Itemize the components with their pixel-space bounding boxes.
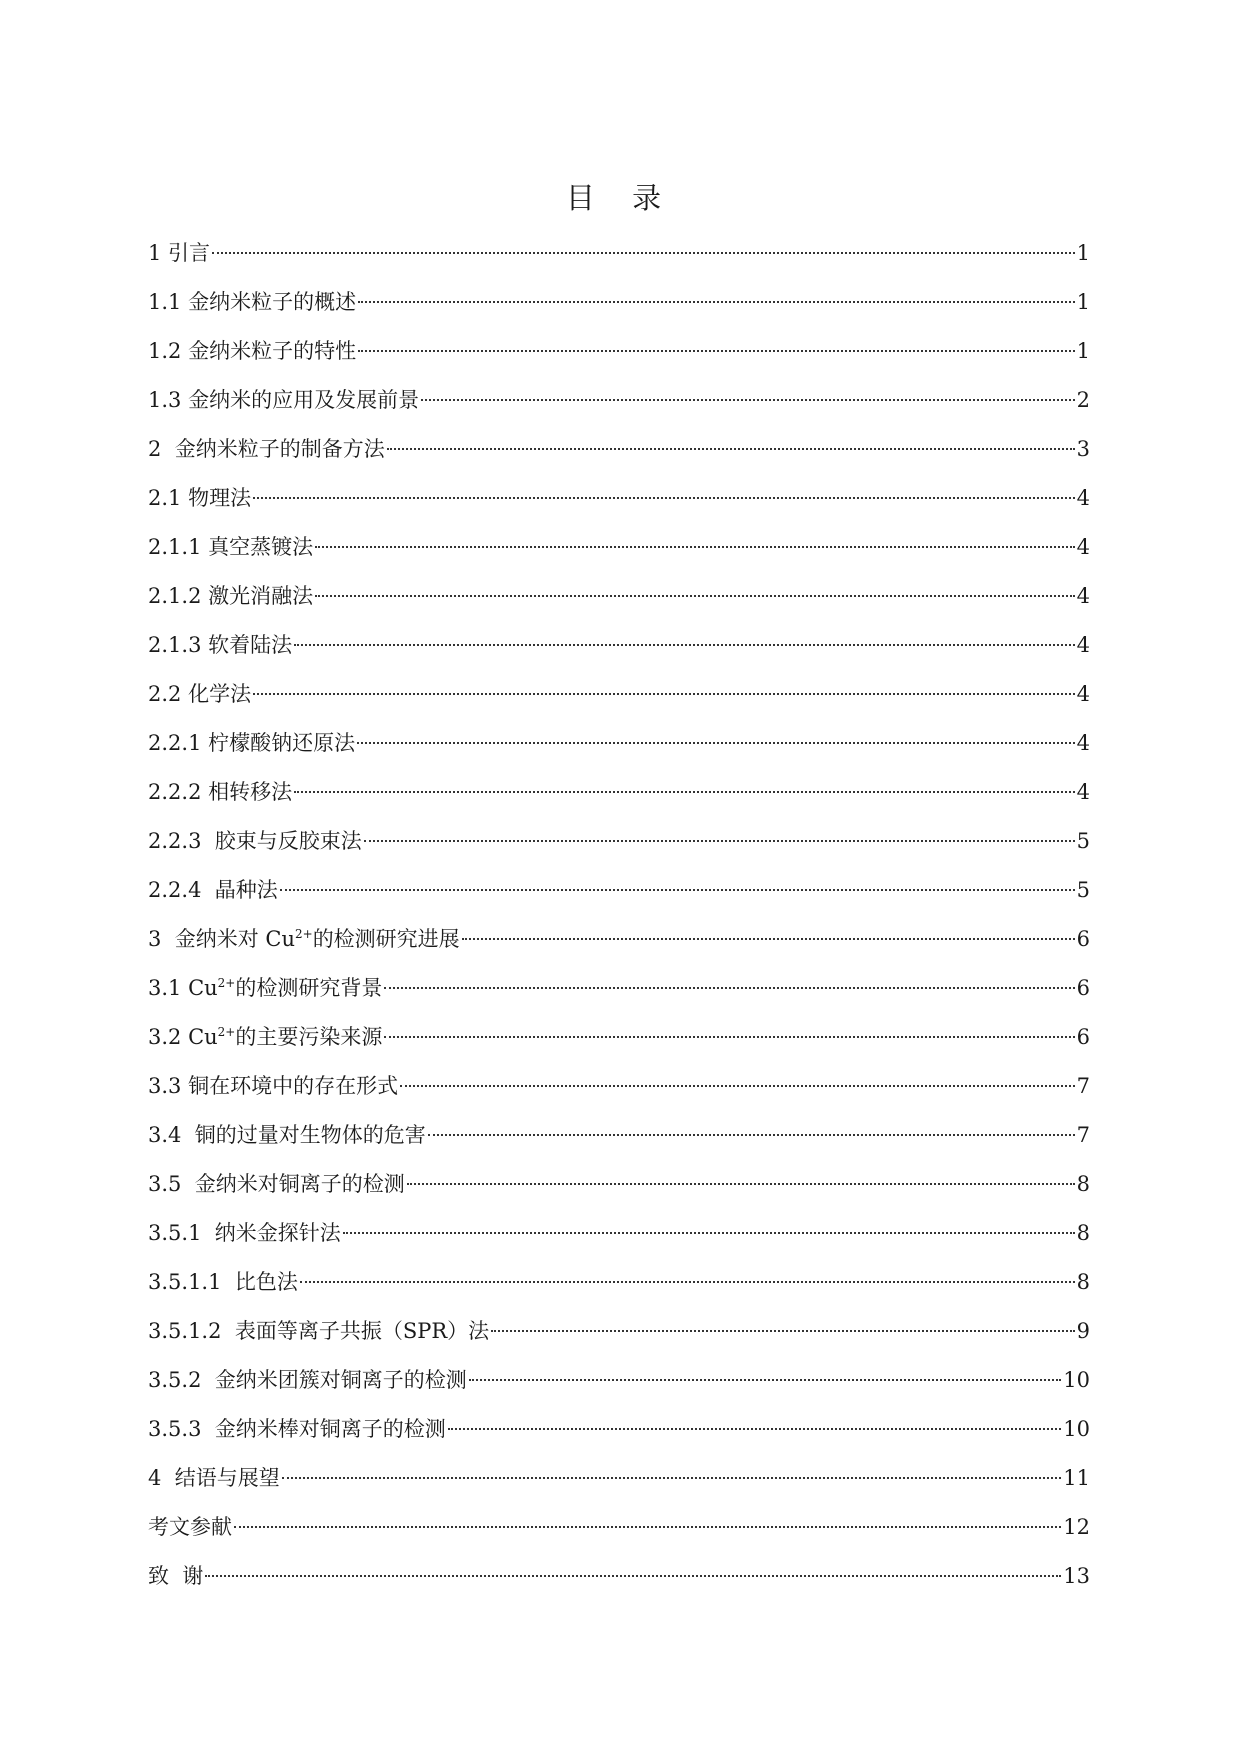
toc-entry[interactable] [148,777,1090,826]
toc-entry-label: 2.2 化学法 [148,682,252,706]
toc-entry[interactable] [148,434,1090,483]
toc-page-number: 10 [1063,1417,1090,1441]
toc-dot-leader [315,595,1075,597]
toc-page-number: 8 [1076,1172,1090,1196]
toc-page-number: 4 [1076,584,1090,608]
toc-entry-label: 3.1 $Cu^{2+}$的检测研究背景 [148,976,383,1000]
toc-page-number: 6 [1076,976,1090,1000]
toc-dot-leader [343,1232,1075,1234]
toc-dot-leader [358,350,1075,352]
toc-page-number: 4 [1076,731,1090,755]
toc-entry[interactable] [148,1512,1090,1561]
toc-entry[interactable] [148,728,1090,777]
toc-dot-leader [384,1036,1074,1038]
toc-entry-label: 2.1.3 软着陆法 [148,633,293,657]
toc-entry[interactable] [148,973,1090,1022]
toc-entry-label: 1.3 金纳米的应用及发展前景 [148,388,420,412]
toc-entry-label: 3.5.1.2 表面等离子共振（SPR）法 [148,1319,490,1343]
toc-entry[interactable] [148,630,1090,679]
toc-entry[interactable] [148,483,1090,532]
toc-dot-leader [282,1477,1062,1479]
toc-page-number: 4 [1076,682,1090,706]
toc-dot-leader [491,1330,1074,1332]
toc-page-number: 4 [1076,535,1090,559]
toc-page-number: 10 [1063,1368,1090,1392]
toc-dot-leader [421,399,1075,401]
toc-dot-leader [205,1575,1061,1577]
toc-entry-label: 3 金纳米对 $Cu^{2+}$的检测研究进展 [148,927,460,951]
toc-entry[interactable] [148,1022,1090,1071]
toc-entry[interactable] [148,385,1090,434]
toc-dot-leader [407,1183,1075,1185]
toc-page-number: 2 [1076,388,1090,412]
toc-page-number: 12 [1063,1515,1090,1539]
toc-dot-leader [253,497,1075,499]
toc-entry[interactable] [148,1218,1090,1267]
toc-entry[interactable] [148,581,1090,630]
toc-entry-label: 2.1 物理法 [148,486,252,510]
toc-entry[interactable] [148,875,1090,924]
toc-list [148,238,1090,1610]
toc-entry-label: 致 谢 [148,1564,204,1588]
toc-entry[interactable] [148,1169,1090,1218]
toc-entry[interactable] [148,1120,1090,1169]
toc-entry[interactable] [148,679,1090,728]
toc-entry-label: 1.1 金纳米粒子的概述 [148,290,357,314]
toc-page-number: 4 [1076,486,1090,510]
toc-page-number: 13 [1063,1564,1090,1588]
toc-entry-label: 2.2.1 柠檬酸钠还原法 [148,731,356,755]
toc-dot-leader [448,1428,1061,1430]
toc-page-number: 5 [1076,878,1090,902]
toc-dot-leader [234,1526,1061,1528]
toc-entry[interactable] [148,1414,1090,1463]
toc-entry-label: 3.3 铜在环境中的存在形式 [148,1074,399,1098]
toc-dot-leader [358,301,1075,303]
toc-entry-label: 3.5.3 金纳米棒对铜离子的检测 [148,1417,446,1441]
toc-entry-label: 2.1.1 真空蒸镀法 [148,535,314,559]
toc-dot-leader [315,546,1075,548]
toc-page-number: 1 [1076,290,1090,314]
toc-entry-label: 1 引言 [148,241,211,265]
toc-dot-leader [357,742,1075,744]
toc-entry-label: 考文参献 [148,1515,232,1539]
toc-page-number: 8 [1076,1221,1090,1245]
toc-entry-label: 3.4 铜的过量对生物体的危害 [148,1123,426,1147]
toc-page-number: 7 [1076,1074,1090,1098]
toc-dot-leader [428,1134,1075,1136]
toc-entry-label: 3.2 $Cu^{2+}$的主要污染来源 [148,1025,383,1049]
toc-entry[interactable] [148,1316,1090,1365]
toc-dot-leader [300,1281,1075,1283]
toc-entry-label: 2.2.2 相转移法 [148,780,293,804]
toc-dot-leader [212,252,1075,254]
toc-dot-leader [364,840,1075,842]
toc-entry[interactable] [148,1365,1090,1414]
toc-dot-leader [280,889,1075,891]
toc-dot-leader [387,448,1075,450]
toc-dot-leader [400,1085,1075,1087]
toc-entry[interactable] [148,1071,1090,1120]
toc-page-number: 11 [1063,1466,1090,1490]
toc-entry[interactable] [148,924,1090,973]
toc-dot-leader [294,644,1075,646]
toc-page-number: 3 [1076,437,1090,461]
toc-entry[interactable] [148,1267,1090,1316]
toc-entry-label: 3.5.2 金纳米团簇对铜离子的检测 [148,1368,467,1392]
toc-entry-label: 1.2 金纳米粒子的特性 [148,339,357,363]
toc-page-number: 6 [1076,927,1090,951]
toc-page-number: 4 [1076,780,1090,804]
toc-entry-label: 2.1.2 激光消融法 [148,584,314,608]
toc-entry-label: 2.2.4 晶种法 [148,878,278,902]
toc-dot-leader [294,791,1075,793]
toc-entry-label: 3.5.1.1 比色法 [148,1270,298,1294]
toc-page-number: 7 [1076,1123,1090,1147]
toc-entry[interactable] [148,826,1090,875]
toc-entry[interactable] [148,238,1090,287]
toc-entry[interactable] [148,1561,1090,1610]
toc-entry-label: 2.2.3 胶束与反胶束法 [148,829,362,853]
toc-page-number: 6 [1076,1025,1090,1049]
toc-page-number: 4 [1076,633,1090,657]
toc-page-number: 8 [1076,1270,1090,1294]
toc-entry-label: 3.5.1 纳米金探针法 [148,1221,341,1245]
toc-dot-leader [384,987,1074,989]
toc-entry[interactable] [148,532,1090,581]
toc-page-number: 1 [1076,241,1090,265]
toc-entry[interactable] [148,287,1090,336]
toc-entry-label: 2 金纳米粒子的制备方法 [148,437,385,461]
toc-dot-leader [469,1379,1061,1381]
toc-entry[interactable] [148,336,1090,385]
toc-dot-leader [462,938,1075,940]
toc-page-number: 9 [1076,1319,1090,1343]
toc-dot-leader [253,693,1075,695]
toc-page-number: 1 [1076,339,1090,363]
toc-entry-label: 3.5 金纳米对铜离子的检测 [148,1172,405,1196]
toc-title: 目 录 [565,181,676,215]
toc-entry-label: 4 结语与展望 [148,1466,280,1490]
toc-page-number: 5 [1076,829,1090,853]
toc-entry[interactable] [148,1463,1090,1512]
